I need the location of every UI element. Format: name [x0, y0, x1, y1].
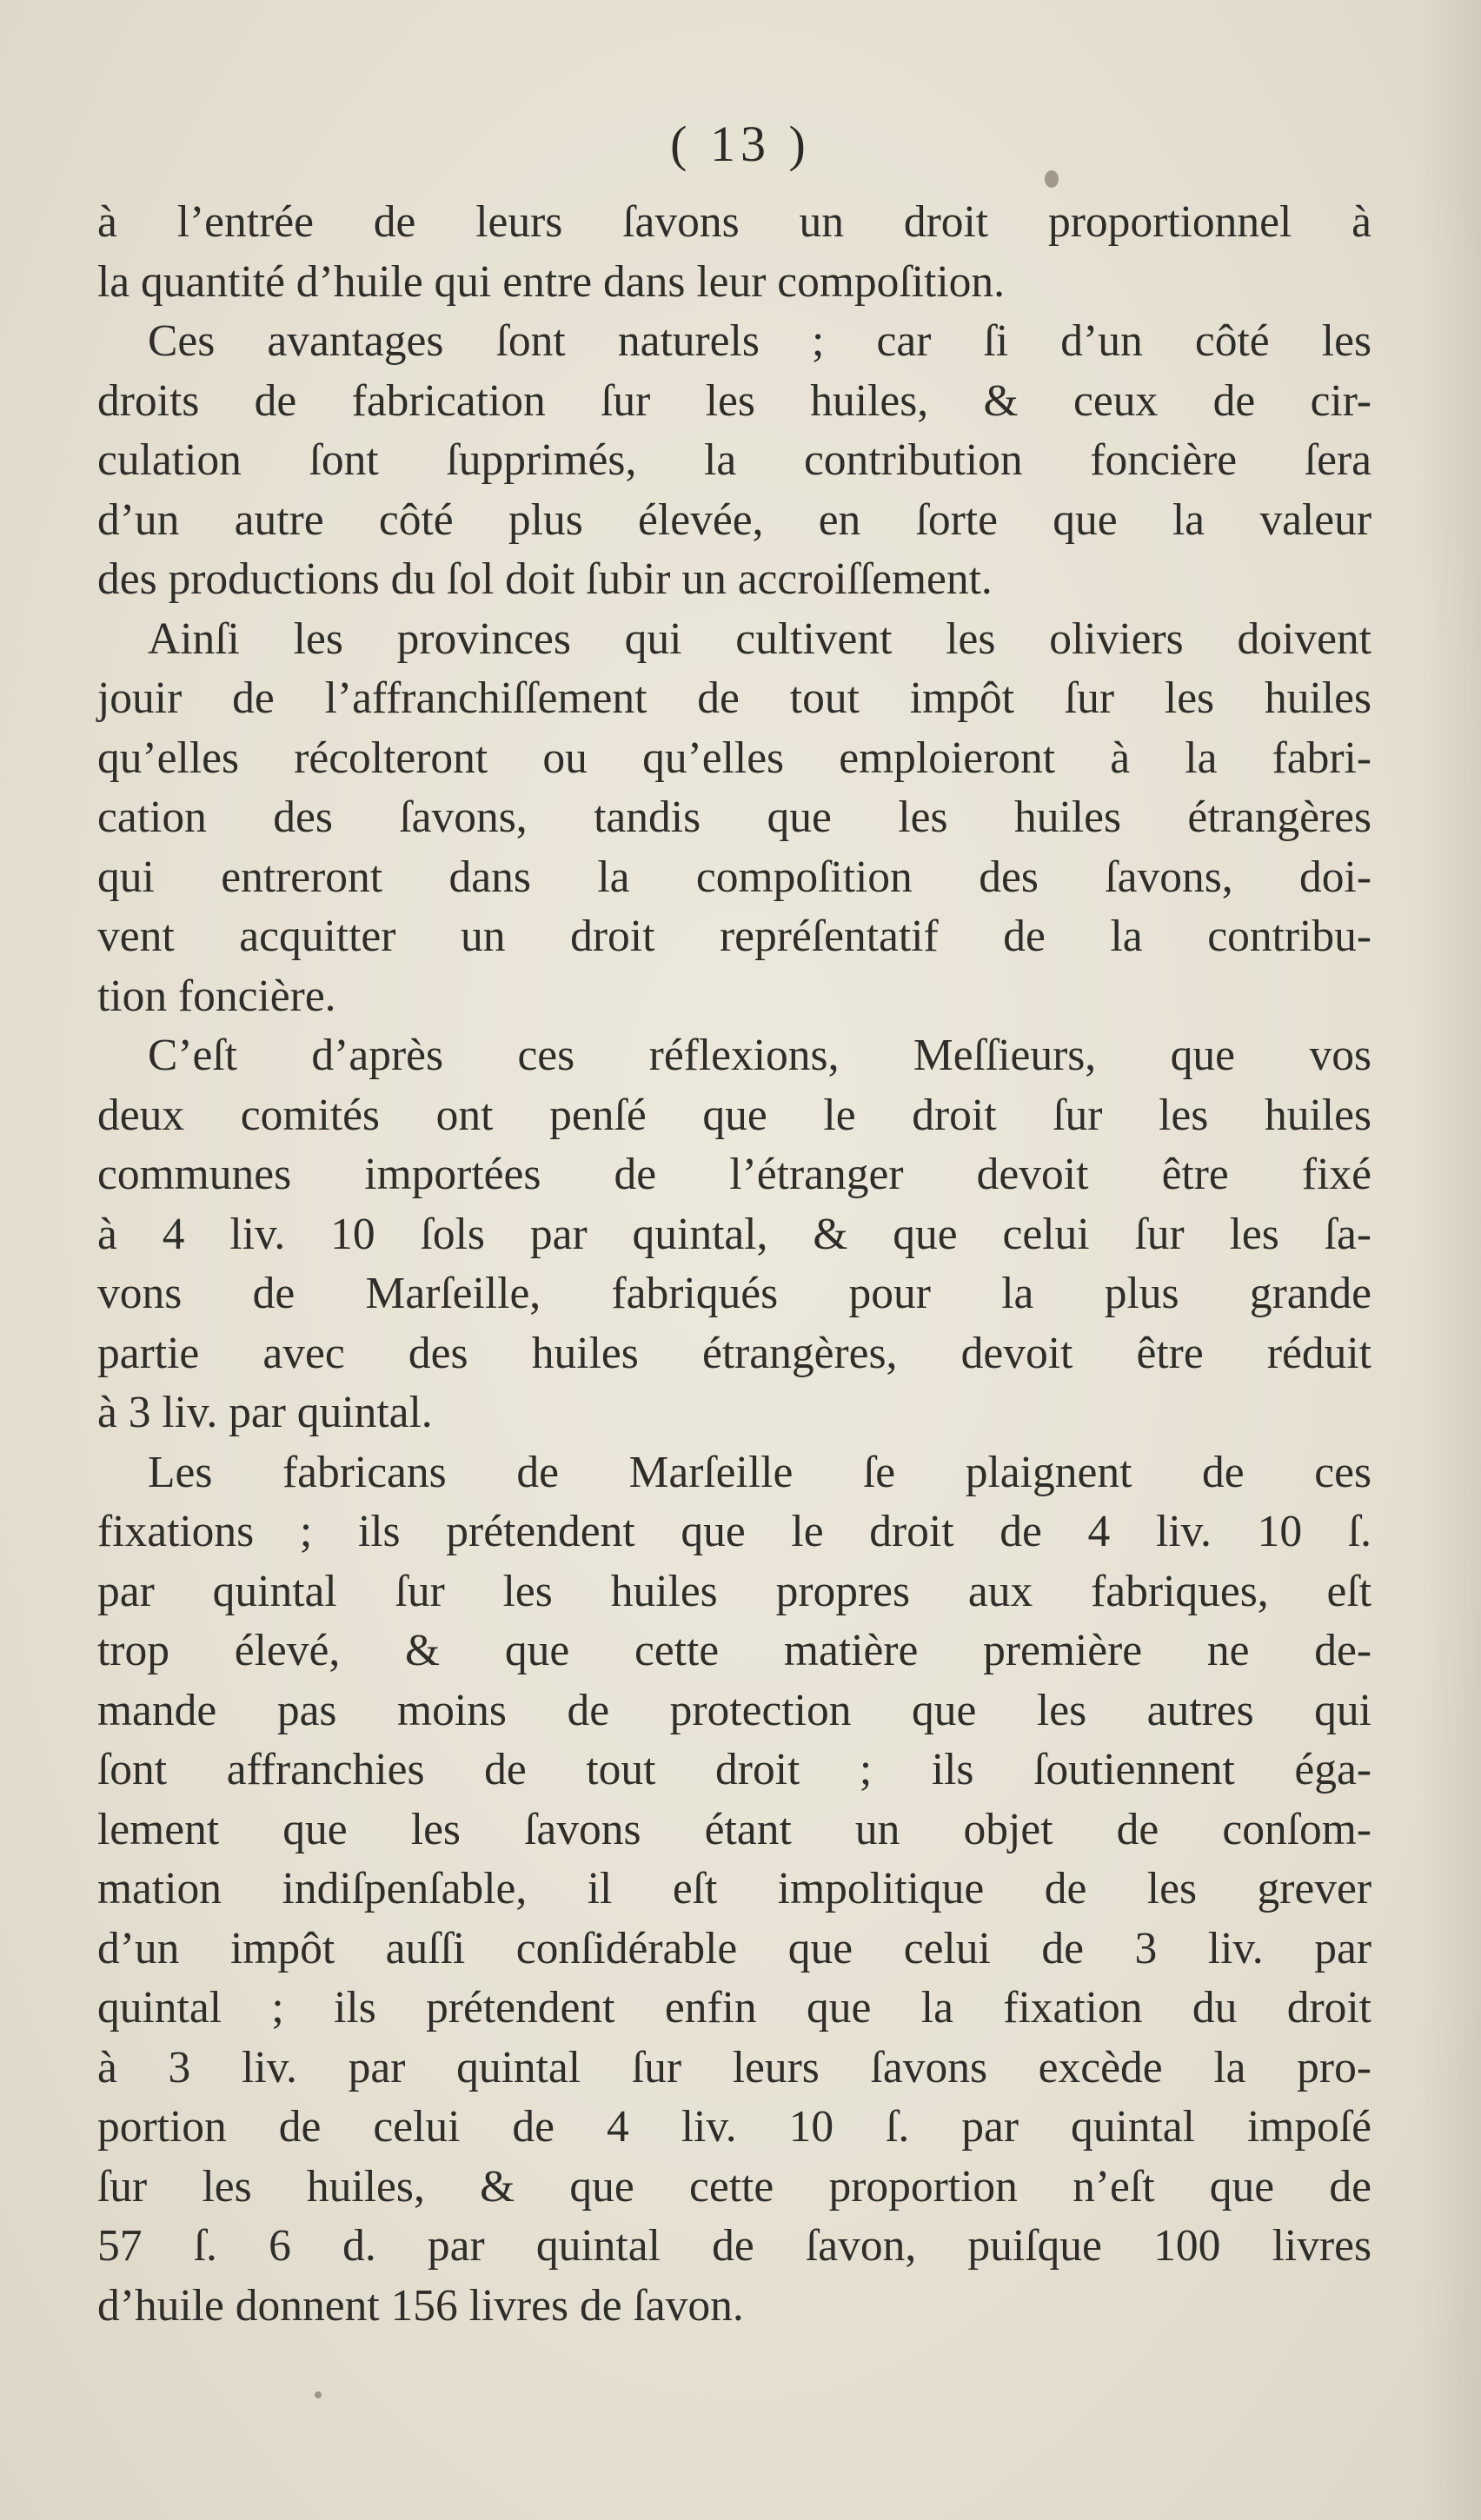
text-line: vons de Marſeille, fabriqués pour la plus grande — [97, 1269, 1371, 1318]
text-line: à 4 liv. 10 ſols par quintal, & que celui ſur les ſa- — [97, 1209, 1371, 1259]
text-line: d’huile donnent 156 livres de ſavon. — [97, 2280, 744, 2331]
text-line: d’un impôt auſſi conſidérable que celui de 3 liv. par — [97, 1923, 1371, 1973]
text-line: partie avec des huiles étrangères, devoit être réduit — [97, 1328, 1371, 1378]
text-line: par quintal ſur les huiles propres aux fabriques, eſt — [97, 1566, 1371, 1616]
text-line: tion foncière. — [97, 971, 336, 1021]
text-line: qui entreront dans la compoſition des ſavons, doi- — [97, 852, 1371, 902]
ink-blot — [315, 2391, 322, 2398]
text-line: mande pas moins de protection que les autres qui — [97, 1685, 1371, 1735]
text-line: trop élevé, & que cette matière première ne de- — [97, 1626, 1371, 1675]
text-line: ſont affranchies de tout droit ; ils ſoutiennent éga- — [97, 1745, 1371, 1794]
page-edge-shadow — [1420, 0, 1481, 2520]
text-line: communes importées de l’étranger devoit être fixé — [97, 1150, 1371, 1199]
text-line: deux comités ont penſé que le droit ſur les huiles — [97, 1090, 1371, 1140]
text-line: à 3 liv. par quintal. — [97, 1388, 433, 1437]
text-line: lement que les ſavons étant un objet de conſom- — [97, 1804, 1371, 1854]
ink-blot — [1045, 170, 1059, 188]
text-line: culation ſont ſupprimés, la contribution foncière ſera — [97, 435, 1371, 485]
page-number: ( 13 ) — [670, 116, 811, 172]
text-line: 57 ſ. 6 d. par quintal de ſavon, puiſque 100 livres — [97, 2221, 1371, 2271]
text-line: à l’entrée de leurs ſavons un droit proportionnel à — [97, 197, 1371, 247]
text-line: Ces avantages ſont naturels ; car ſi d’un côté les — [148, 316, 1371, 366]
text-line: la quantité d’huile qui entre dans leur compoſition. — [97, 256, 1006, 307]
text-line: qu’elles récolteront ou qu’elles emploieront à la fabri- — [97, 733, 1371, 783]
page-body-text — [97, 193, 1371, 2336]
text-line: ſur les huiles, & que cette proportion n’eſt que de — [97, 2161, 1371, 2212]
text-line: à 3 liv. par quintal ſur leurs ſavons excède la pro- — [97, 2042, 1371, 2092]
text-line: fixations ; ils prétendent que le droit de 4 liv. 10 ſ. — [97, 1507, 1371, 1556]
text-line: cation des ſavons, tandis que les huiles étrangères — [97, 792, 1371, 842]
text-line: jouir de l’affranchiſſement de tout impôt ſur les huiles — [97, 673, 1371, 723]
text-line: d’un autre côté plus élevée, en ſorte que la valeur — [97, 494, 1371, 545]
text-line: des productions du ſol doit ſubir un accroiſſement. — [97, 554, 993, 604]
text-line: portion de celui de 4 liv. 10 ſ. par quintal impoſé — [97, 2102, 1371, 2152]
text-line: vent acquitter un droit repréſentatif de la contribu- — [97, 912, 1371, 961]
text-line: C’eſt d’après ces réflexions, Meſſieurs, que vos — [148, 1031, 1371, 1080]
text-line: Les fabricans de Marſeille ſe plaignent de ces — [148, 1447, 1371, 1497]
text-line: Ainſi les provinces qui cultivent les oliviers doivent — [148, 613, 1371, 664]
text-line: droits de fabrication ſur les huiles, & ceux de cir- — [97, 375, 1371, 426]
text-line: quintal ; ils prétendent enfin que la fixation du droit — [97, 1983, 1371, 2033]
text-line: mation indiſpenſable, il eſt impolitique de les grever — [97, 1864, 1371, 1913]
